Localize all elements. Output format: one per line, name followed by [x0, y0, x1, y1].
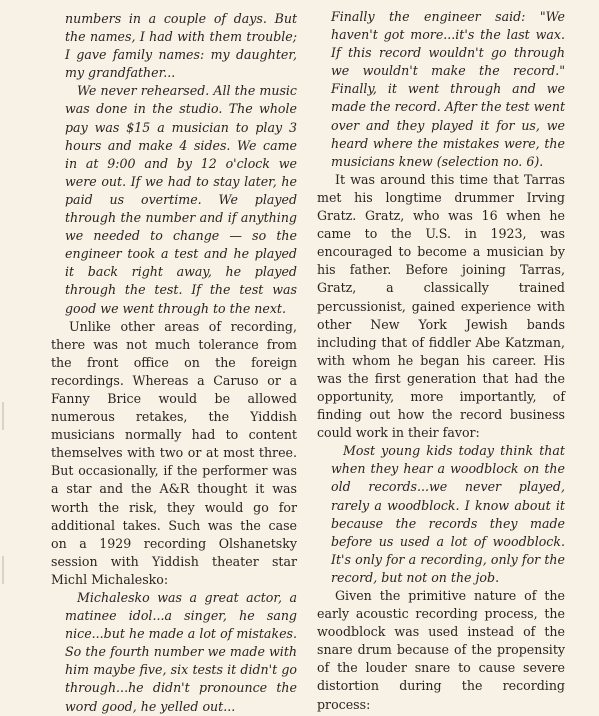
- body-paragraph: It was around this time that Tarras met his longtime drummer Irving Gratz. Gratz, who was 16 when he came to the U.S. in 1923, was encouraged to become a musician by his father. Before joining Tarras, Gratz, a classically trained percussionist, gained experience with other New York Jewish bands including that of fiddler Abe Katzman, with whom he began his career. His was the first generation that had the opportunity, more importantly, of finding out how the record business could work in their favor:: [317, 171, 565, 441]
- right-column: [317, 8, 565, 714]
- body-paragraph: Given the primitive nature of the early acoustic recording process, the woodblock was used instead of the snare drum because of the propensity of the louder snare to cause severe distortion during the recording process:: [317, 588, 565, 712]
- quote-paragraph: numbers in a couple of days. But the names, I had with them trouble; I gave family names: my daughter, my grandfather...: [65, 11, 297, 81]
- page-edge-mark: [2, 556, 4, 584]
- quote-paragraph: We never rehearsed. All the music was done in the studio. The whole pay was $15 a musician to play 3 hours and make 4 sides. We came in at 9:00 and by 12 o'clock we were out. If we had to stay later, he paid us overtime. We played through the number and if anything we needed to change — so the engineer took a test and he played it back right away, he played through the test. If the test was good we went through to the next.: [65, 83, 297, 316]
- left-column: [51, 10, 297, 716]
- page-edge-mark: [2, 402, 4, 430]
- body-paragraph: Unlike other areas of recording, there was not much tolerance from the front office on the foreign recordings. Whereas a Caruso or a Fanny Brice would be allowed numerous retakes, the Yiddish musicians normally had to content themselves with two or at most three. But occasionally, if the performer was a star and the A&R thought it was worth the risk, they would go for additional takes. Such was the case on a 1929 recording Olshanetsky session with Yiddish theater star Michl Michalesko:: [51, 318, 297, 587]
- quote-paragraph: Most young kids today think that when they hear a woodblock on the old records...we never played, rarely a woodblock. I know about it because the records they made before us used a lot of woodblock. It's only for a recording, only for the record, but not on the job.: [331, 443, 565, 585]
- quote-paragraph: Michalesko was a great actor, a matinee idol...a singer, he sang nice...but he made a lot of mistakes. So the fourth number we made with him maybe five, six tests it didn't go through...he didn't pronounce the word good, he yelled out...: [65, 590, 297, 714]
- quote-paragraph: Finally the engineer said: "We haven't got more...it's the last wax. If this record wouldn't go through we wouldn't make the record." Finally, it went through and we made the record. After the test went over and they played it for us, we heard where the mistakes were, the musicians knew (selection no. 6).: [331, 9, 565, 169]
